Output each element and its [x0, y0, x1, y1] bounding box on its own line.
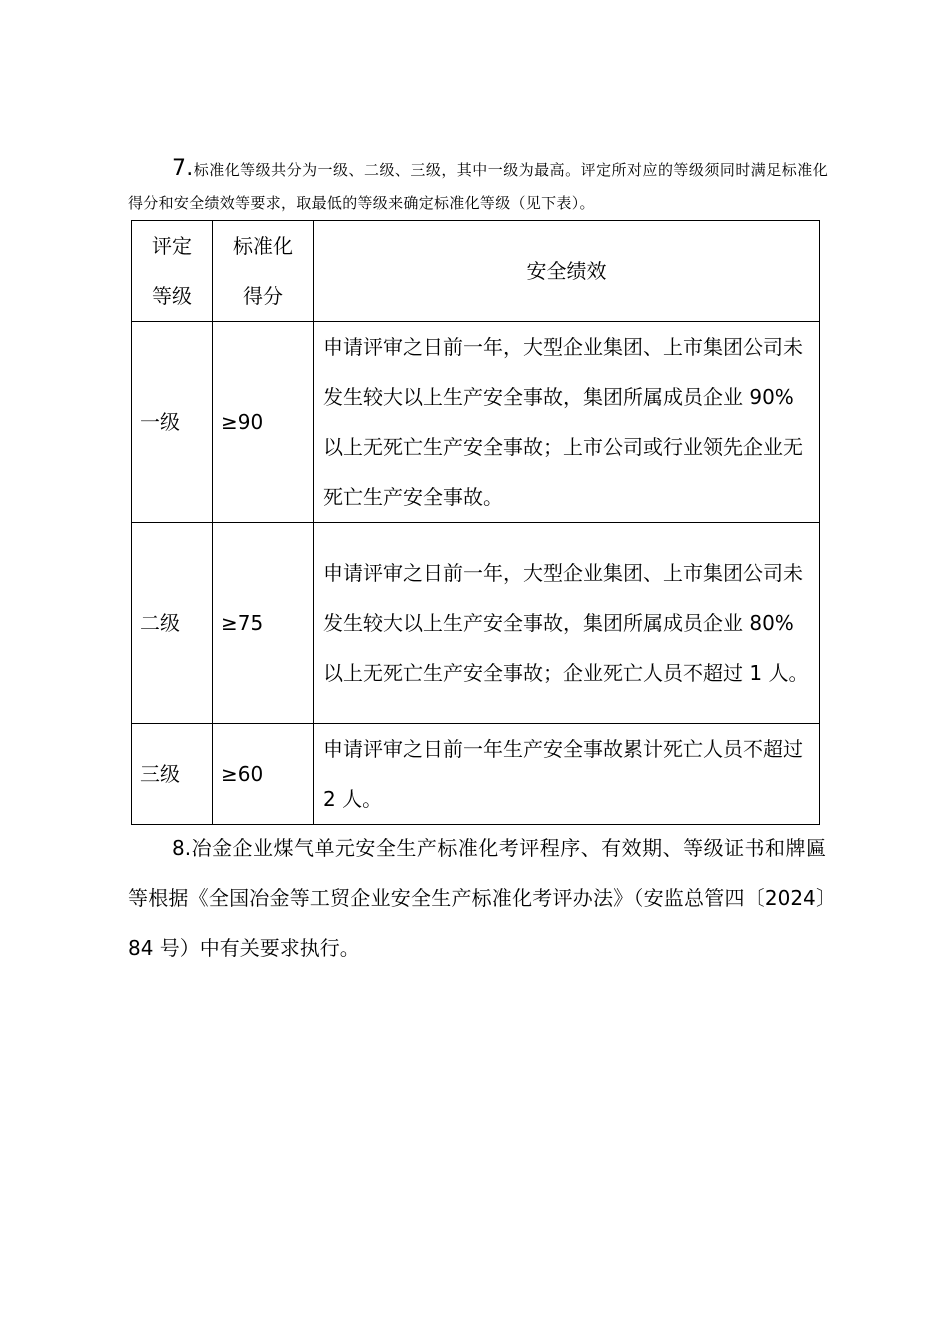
grade-cell: 三级: [132, 724, 213, 825]
table-row: [132, 322, 820, 523]
paragraph-7-text: 标准化等级共分为一级、二级、三级，其中一级为最高。评定所对应的等级须同时满足标准化得分和安全绩效等要求，取最低的等级来确定标准化等级（见下表）。: [128, 161, 828, 212]
header-score: 标准化得分: [213, 221, 314, 322]
table-header-row: [132, 221, 820, 322]
performance-cell: 申请评审之日前一年生产安全事故累计死亡人员不超过 2 人。: [314, 724, 820, 825]
paragraph-7-number: 7.: [172, 156, 194, 181]
grade-table: [131, 220, 820, 825]
performance-cell: 申请评审之日前一年，大型企业集团、上市集团公司未发生较大以上生产安全事故，集团所属成员企业 80%以上无死亡生产安全事故；企业死亡人员不超过 1 人。: [314, 523, 820, 724]
table-row: [132, 724, 820, 825]
performance-cell: 申请评审之日前一年，大型企业集团、上市集团公司未发生较大以上生产安全事故，集团所属成员企业 90%以上无死亡生产安全事故；上市公司或行业领先企业无死亡生产安全事故。: [314, 322, 820, 523]
grade-cell: 二级: [132, 523, 213, 724]
paragraph-7: [128, 152, 828, 220]
score-cell: ≥90: [213, 322, 314, 523]
header-grade: 评定等级: [132, 221, 213, 322]
paragraph-8: 8.冶金企业煤气单元安全生产标准化考评程序、有效期、等级证书和牌匾等根据《全国冶金等工贸企业安全生产标准化考评办法》（安监总管四〔2024〕84 号）中有关要求执行。: [128, 836, 826, 960]
grade-cell: 一级: [132, 322, 213, 523]
header-performance: 安全绩效: [314, 221, 820, 322]
table-row: [132, 523, 820, 724]
score-cell: ≥75: [213, 523, 314, 724]
score-cell: ≥60: [213, 724, 314, 825]
